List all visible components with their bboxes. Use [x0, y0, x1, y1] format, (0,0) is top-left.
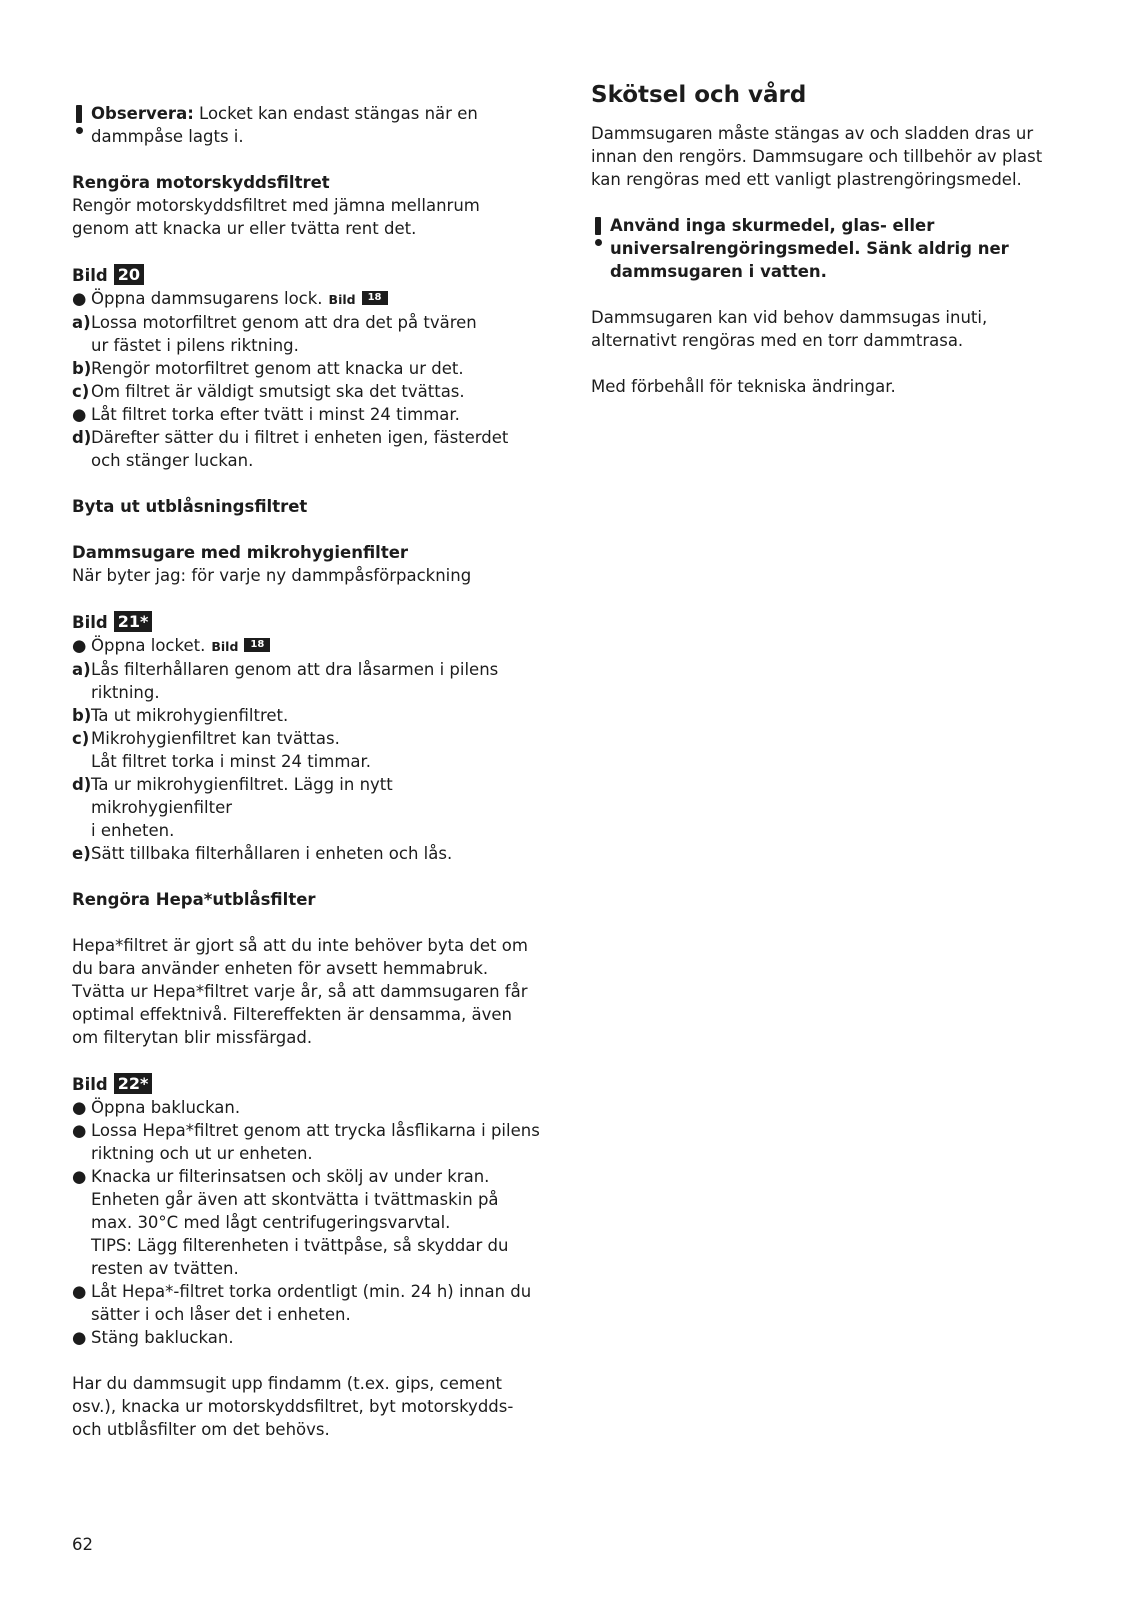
item-text: Ta ur mikrohygienfiltret. Lägg in nytt	[91, 775, 393, 794]
paragraph-text: Med förbehåll för tekniska ändringar.	[591, 377, 896, 396]
section-text: genom att knacka ur eller tvätta rent det.	[72, 219, 417, 238]
right-column	[591, 80, 1061, 398]
closing-text: och utblåsfilter om det behövs.	[72, 1420, 330, 1439]
list-item	[72, 1119, 542, 1142]
list-item	[72, 426, 542, 449]
paragraph-text: Dammsugaren kan vid behov dammsugas inuti,	[591, 308, 988, 327]
warning-text: dammsugaren i vatten.	[610, 262, 827, 281]
section-title-hepa: Rengöra Hepa*utblåsfilter	[72, 890, 316, 909]
note-text-2: dammpåse lagts i.	[91, 127, 244, 146]
figure-reference-20	[72, 263, 542, 287]
figure-number-badge: 18	[362, 291, 388, 305]
figure-number-badge: 22*	[114, 1073, 153, 1094]
page-heading: Skötsel och vård	[591, 82, 807, 108]
item-text: Enheten går även att skontvätta i tvättmaskin på	[91, 1190, 499, 1209]
list-item	[72, 1096, 542, 1119]
section-text: Rengör motorskyddsfiltret med jämna mellanrum	[72, 196, 480, 215]
section-text: Tvätta ur Hepa*filtret varje år, så att dammsugaren får	[72, 982, 528, 1001]
item-text: Öppna dammsugarens lock.	[91, 289, 323, 308]
figure-label: Bild	[72, 613, 108, 632]
item-text: Rengör motorfiltret genom att knacka ur det.	[91, 359, 464, 378]
section-title-utblasningsfilter: Byta ut utblåsningsfiltret	[72, 497, 308, 516]
list-item	[72, 357, 542, 380]
note-text: Locket kan endast stängas när en	[193, 104, 478, 123]
bullet-icon: ●	[72, 1282, 87, 1301]
bullet-icon: ●	[72, 289, 87, 308]
step-letter: d)	[72, 775, 92, 794]
note-observera	[72, 102, 542, 148]
item-text: Öppna bakluckan.	[91, 1098, 241, 1117]
item-text: Ta ut mikrohygienfiltret.	[91, 706, 289, 725]
list-item	[72, 1280, 542, 1303]
list-item	[72, 380, 542, 403]
list-item	[72, 704, 542, 727]
figure-label: Bild	[328, 292, 356, 307]
item-text: och stänger luckan.	[91, 451, 254, 470]
figure-number-badge: 20	[114, 264, 144, 285]
step-letter: c)	[72, 729, 90, 748]
note-label: Observera:	[91, 104, 194, 123]
section-text: om filterytan blir missfärgad.	[72, 1028, 313, 1047]
step-letter: a)	[72, 660, 91, 679]
item-text: riktning och ut ur enheten.	[91, 1144, 313, 1163]
item-text: Sätt tillbaka filterhållaren i enheten och lås.	[91, 844, 453, 863]
item-text: Därefter sätter du i filtret i enheten igen, fästerdet	[91, 428, 509, 447]
bullet-icon: ●	[72, 636, 87, 655]
list-item	[72, 842, 542, 865]
step-letter: a)	[72, 313, 91, 332]
step-letter: c)	[72, 382, 90, 401]
section-text: Hepa*filtret är gjort så att du inte behöver byta det om	[72, 936, 528, 955]
section-title-motorskyddsfilter: Rengöra motorskyddsfiltret	[72, 173, 330, 192]
bullet-icon: ●	[72, 1098, 87, 1117]
step-letter: d)	[72, 428, 92, 447]
closing-text: Har du dammsugit upp findamm (t.ex. gips, cement	[72, 1374, 503, 1393]
figure-reference-22	[72, 1072, 542, 1096]
item-text: Låt filtret torka efter tvätt i minst 24 timmar.	[91, 405, 460, 424]
warning-note	[591, 214, 1061, 283]
page-number: 62	[72, 1535, 93, 1554]
list-item	[72, 287, 542, 311]
section-text: optimal effektnivå. Filtereffekten är densamma, även	[72, 1005, 512, 1024]
item-text: Knacka ur filterinsatsen och skölj av under kran.	[91, 1167, 490, 1186]
list-item	[72, 311, 542, 334]
exclamation-icon	[591, 217, 605, 253]
left-column	[72, 102, 542, 1441]
item-text: ur fästet i pilens riktning.	[91, 336, 299, 355]
figure-label: Bild	[72, 1075, 108, 1094]
paragraph-text: Dammsugaren måste stängas av och sladden dras ur	[591, 124, 1034, 143]
item-text: max. 30°C med lågt centrifugeringsvarvtal.	[91, 1213, 451, 1232]
item-text: Lossa Hepa*filtret genom att trycka låsflikarna i pilens	[91, 1121, 540, 1140]
figure-label: Bild	[211, 639, 239, 654]
paragraph-text: innan den rengörs. Dammsugare och tillbehör av plast	[591, 147, 1043, 166]
paragraph-text: kan rengöras med ett vanligt plastrengöringsmedel.	[591, 170, 1022, 189]
bullet-icon: ●	[72, 405, 87, 424]
closing-text: osv.), knacka ur motorskyddsfiltret, byt motorskydds-	[72, 1397, 514, 1416]
list-item	[72, 727, 542, 750]
section-title-mikrohygienfilter: Dammsugare med mikrohygienfilter	[72, 543, 409, 562]
bullet-icon: ●	[72, 1167, 87, 1186]
list-item	[72, 1165, 542, 1188]
warning-text: universalrengöringsmedel. Sänk aldrig ner	[610, 239, 1009, 258]
figure-number-badge: 21*	[114, 611, 153, 632]
item-text: mikrohygienfilter	[91, 798, 232, 817]
section-text: När byter jag: för varje ny dammpåsförpackning	[72, 566, 472, 585]
warning-text: Använd inga skurmedel, glas- eller	[610, 216, 935, 235]
section-text: du bara använder enheten för avsett hemmabruk.	[72, 959, 489, 978]
item-text: Stäng bakluckan.	[91, 1328, 234, 1347]
item-text: TIPS: Lägg filterenheten i tvättpåse, så skyddar du	[91, 1236, 509, 1255]
bullet-icon: ●	[72, 1328, 87, 1347]
bullet-icon: ●	[72, 1121, 87, 1140]
item-text: Lås filterhållaren genom att dra låsarmen i pilens	[91, 660, 499, 679]
item-text: riktning.	[91, 683, 160, 702]
figure-number-badge: 18	[244, 638, 270, 652]
step-letter: b)	[72, 359, 92, 378]
item-text: resten av tvätten.	[91, 1259, 239, 1278]
item-text: Lossa motorfiltret genom att dra det på tvären	[91, 313, 477, 332]
item-text: i enheten.	[91, 821, 175, 840]
paragraph-text: alternativt rengöras med en torr dammtrasa.	[591, 331, 964, 350]
item-text: sätter i och låser det i enheten.	[91, 1305, 351, 1324]
step-letter: b)	[72, 706, 92, 725]
list-item	[72, 658, 542, 681]
list-item	[72, 773, 542, 796]
list-item	[72, 403, 542, 426]
exclamation-icon	[72, 105, 86, 141]
list-item	[72, 1326, 542, 1349]
figure-label: Bild	[72, 266, 108, 285]
item-text: Låt filtret torka i minst 24 timmar.	[91, 752, 372, 771]
figure-reference-21	[72, 610, 542, 634]
item-text: Mikrohygienfiltret kan tvättas.	[91, 729, 340, 748]
item-text: Låt Hepa*-filtret torka ordentligt (min. 24 h) innan du	[91, 1282, 532, 1301]
item-text: Öppna locket.	[91, 636, 206, 655]
list-item	[72, 634, 542, 658]
step-letter: e)	[72, 844, 91, 863]
item-text: Om filtret är väldigt smutsigt ska det tvättas.	[91, 382, 465, 401]
